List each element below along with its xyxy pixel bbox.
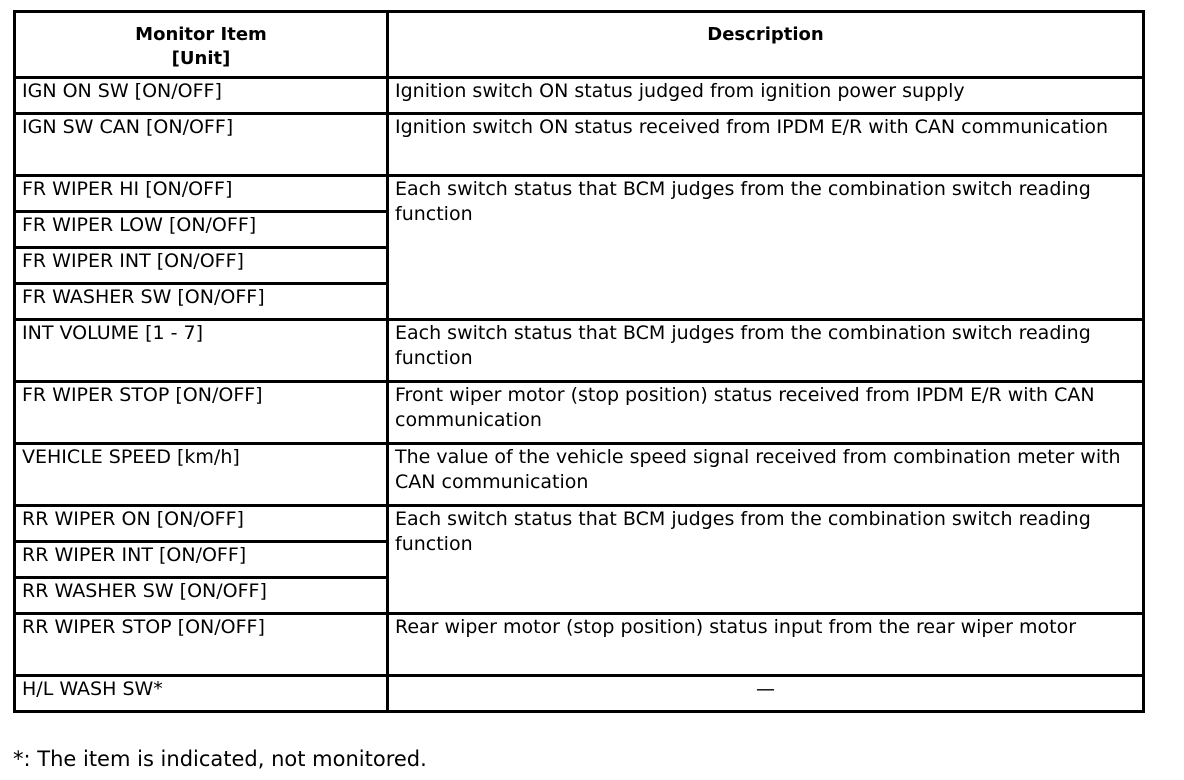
monitor-item-cell: RR WASHER SW [ON/OFF] xyxy=(15,578,388,614)
description-cell: Ignition switch ON status judged from ignition power supply xyxy=(388,78,1144,114)
table-row xyxy=(15,114,1144,176)
header-monitor-item-unit: [Unit] xyxy=(171,48,231,69)
table-header-row xyxy=(15,12,1144,78)
table-row xyxy=(15,320,1144,382)
monitor-item-cell: IGN ON SW [ON/OFF] xyxy=(15,78,388,114)
description-cell: Rear wiper motor (stop position) status input from the rear wiper motor xyxy=(388,614,1144,676)
monitor-item-cell: RR WIPER ON [ON/OFF] xyxy=(15,506,388,542)
monitor-item-cell: FR WIPER INT [ON/OFF] xyxy=(15,248,388,284)
description-cell: Each switch status that BCM judges from the combination switch reading function xyxy=(388,506,1144,614)
header-description: Description xyxy=(388,12,1144,78)
monitor-item-cell: FR WIPER STOP [ON/OFF] xyxy=(15,382,388,444)
monitor-item-cell: H/L WASH SW* xyxy=(15,676,388,712)
monitor-item-cell: INT VOLUME [1 - 7] xyxy=(15,320,388,382)
monitor-item-cell: VEHICLE SPEED [km/h] xyxy=(15,444,388,506)
monitor-item-cell: FR WASHER SW [ON/OFF] xyxy=(15,284,388,320)
description-cell: The value of the vehicle speed signal received from combination meter with CAN communication xyxy=(388,444,1144,506)
header-monitor-item xyxy=(15,12,388,78)
monitor-item-table xyxy=(13,10,1145,713)
table-row xyxy=(15,676,1144,712)
monitor-item-cell: IGN SW CAN [ON/OFF] xyxy=(15,114,388,176)
footnote: *: The item is indicated, not monitored. xyxy=(13,747,427,771)
description-cell-dash: — xyxy=(388,676,1144,712)
description-cell: Each switch status that BCM judges from the combination switch reading function xyxy=(388,320,1144,382)
table-row xyxy=(15,382,1144,444)
table-row xyxy=(15,444,1144,506)
table-row xyxy=(15,78,1144,114)
monitor-item-cell: RR WIPER INT [ON/OFF] xyxy=(15,542,388,578)
description-cell: Ignition switch ON status received from IPDM E/R with CAN communication xyxy=(388,114,1144,176)
description-cell: Each switch status that BCM judges from the combination switch reading function xyxy=(388,176,1144,320)
monitor-item-cell: FR WIPER LOW [ON/OFF] xyxy=(15,212,388,248)
monitor-item-cell: FR WIPER HI [ON/OFF] xyxy=(15,176,388,212)
table-row xyxy=(15,614,1144,676)
monitor-item-cell: RR WIPER STOP [ON/OFF] xyxy=(15,614,388,676)
table-row xyxy=(15,176,1144,212)
table-row xyxy=(15,506,1144,542)
header-monitor-item-title: Monitor Item xyxy=(135,24,267,45)
description-cell: Front wiper motor (stop position) status received from IPDM E/R with CAN communication xyxy=(388,382,1144,444)
